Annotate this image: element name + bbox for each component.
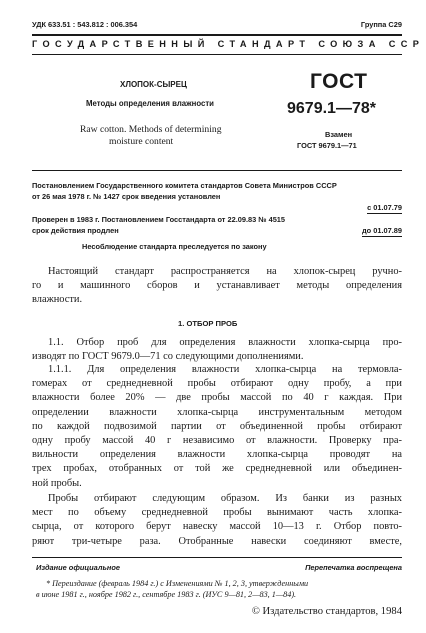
section-title: 1. ОТБОР ПРОБ <box>178 319 238 328</box>
paragraph-sampling <box>32 492 402 549</box>
text-line: Настоящий стандарт распространяется на хлопок-сырец ручно- <box>48 266 402 277</box>
copyright: © Издательство стандартов, 1984 <box>251 606 402 617</box>
group-code: Группа С29 <box>360 20 402 29</box>
decree-line2: от 26 мая 1978 г. № 1427 срок введения установлен <box>32 192 221 201</box>
english-title-line2: moisture content <box>109 136 174 147</box>
gost-label: ГОСТ <box>310 70 368 93</box>
text-line: трех пробах, отобранных от той же среднедневной или объединен- <box>32 463 402 475</box>
checked-line1: Проверен в 1983 г. Постановлением Госстандарта от 22.09.83 № 4515 <box>32 215 286 224</box>
extended-date: до 01.07.89 <box>361 226 402 235</box>
title-rule <box>32 170 402 171</box>
replaces-label: Взамен <box>325 130 353 139</box>
text-line: сырца, от которого берут навеску массой 10—13 г. Отбор повто- <box>32 521 402 533</box>
text-line: вильности определения влажности хлопка-сырца проводят на <box>32 449 402 461</box>
banner-rule <box>32 54 402 55</box>
replaces-value: ГОСТ 9679.1—71 <box>297 141 357 150</box>
checked-line2: срок действия продлен <box>32 226 119 235</box>
text-line: влажности. <box>32 294 83 306</box>
english-title-line1: Raw cotton. Methods of determining <box>80 124 222 135</box>
footnote-line1: * Переиздание (февраль 1984 г.) с Изменениями № 1, 2, 3, утвержденными <box>46 579 309 588</box>
text-line: одну пробу массой 40 г независимо от влажности. Проверку пра- <box>32 435 402 447</box>
text-line: Пробы отбирают следующим образом. Из банки из разных <box>48 493 402 504</box>
intro-paragraph <box>32 265 402 308</box>
paragraph-1-1-1 <box>32 363 402 491</box>
state-standard-banner: ГОСУДАРСТВЕННЫЙ СТАНДАРТ СОЮЗА ССР <box>32 39 425 49</box>
text-line: изводят по ГОСТ 9679.0—71 со следующими дополнениями. <box>32 351 304 363</box>
title-block <box>0 60 426 168</box>
document-subtitle: Методы определения влажности <box>86 99 214 108</box>
paragraph-1-1 <box>32 336 402 364</box>
footnote-line2: в июне 1981 г., ноябре 1982 г., сентябре 1983 г. (ИУС 9—81, 2—83, 1—84). <box>36 590 297 599</box>
text-line: гомерах от среднедневной пробы отбирают одну пробу, а при <box>32 378 402 390</box>
text-line: го и машинного сборов и устанавливает методы определения <box>32 280 402 292</box>
document-title: ХЛОПОК-СЫРЕЦ <box>120 80 187 89</box>
footer-rule <box>32 557 402 558</box>
reprint-prohibited: Перепечатка воспрещена <box>305 563 402 572</box>
effective-date: с 01.07.79 <box>367 203 402 212</box>
text-line: 1.1.1. Для определения влажности хлопка-сырца на термовла- <box>48 364 402 375</box>
official-edition: Издание официальное <box>36 563 120 572</box>
text-line: мест по объему среднедневной пробы вынимают часть хлопка- <box>32 507 402 519</box>
legal-warning: Несоблюдение стандарта преследуется по закону <box>82 242 267 251</box>
text-line: ряют три-четыре раза. Отобранные навески соединяют вместе, <box>32 535 402 547</box>
text-line: определении влажности хлопка-сырца инструментальным методом <box>32 406 402 418</box>
text-line: по каждой подвозимой партии от объединенной пробы отбирают <box>32 420 402 432</box>
text-line: влажности более 20% — две пробы массой по 40 г каждая. При <box>32 392 402 404</box>
top-rule <box>32 34 402 36</box>
text-line: 1.1. Отбор проб для определения влажности хлопка-сырца про- <box>48 337 402 348</box>
decree-line1: Постановлением Государственного комитета стандартов Совета Министров СССР <box>32 181 337 190</box>
udk-code: УДК 633.51 : 543.812 : 006.354 <box>32 20 138 29</box>
text-line: ной пробы. <box>32 477 82 489</box>
gost-number: 9679.1—78* <box>287 100 376 117</box>
